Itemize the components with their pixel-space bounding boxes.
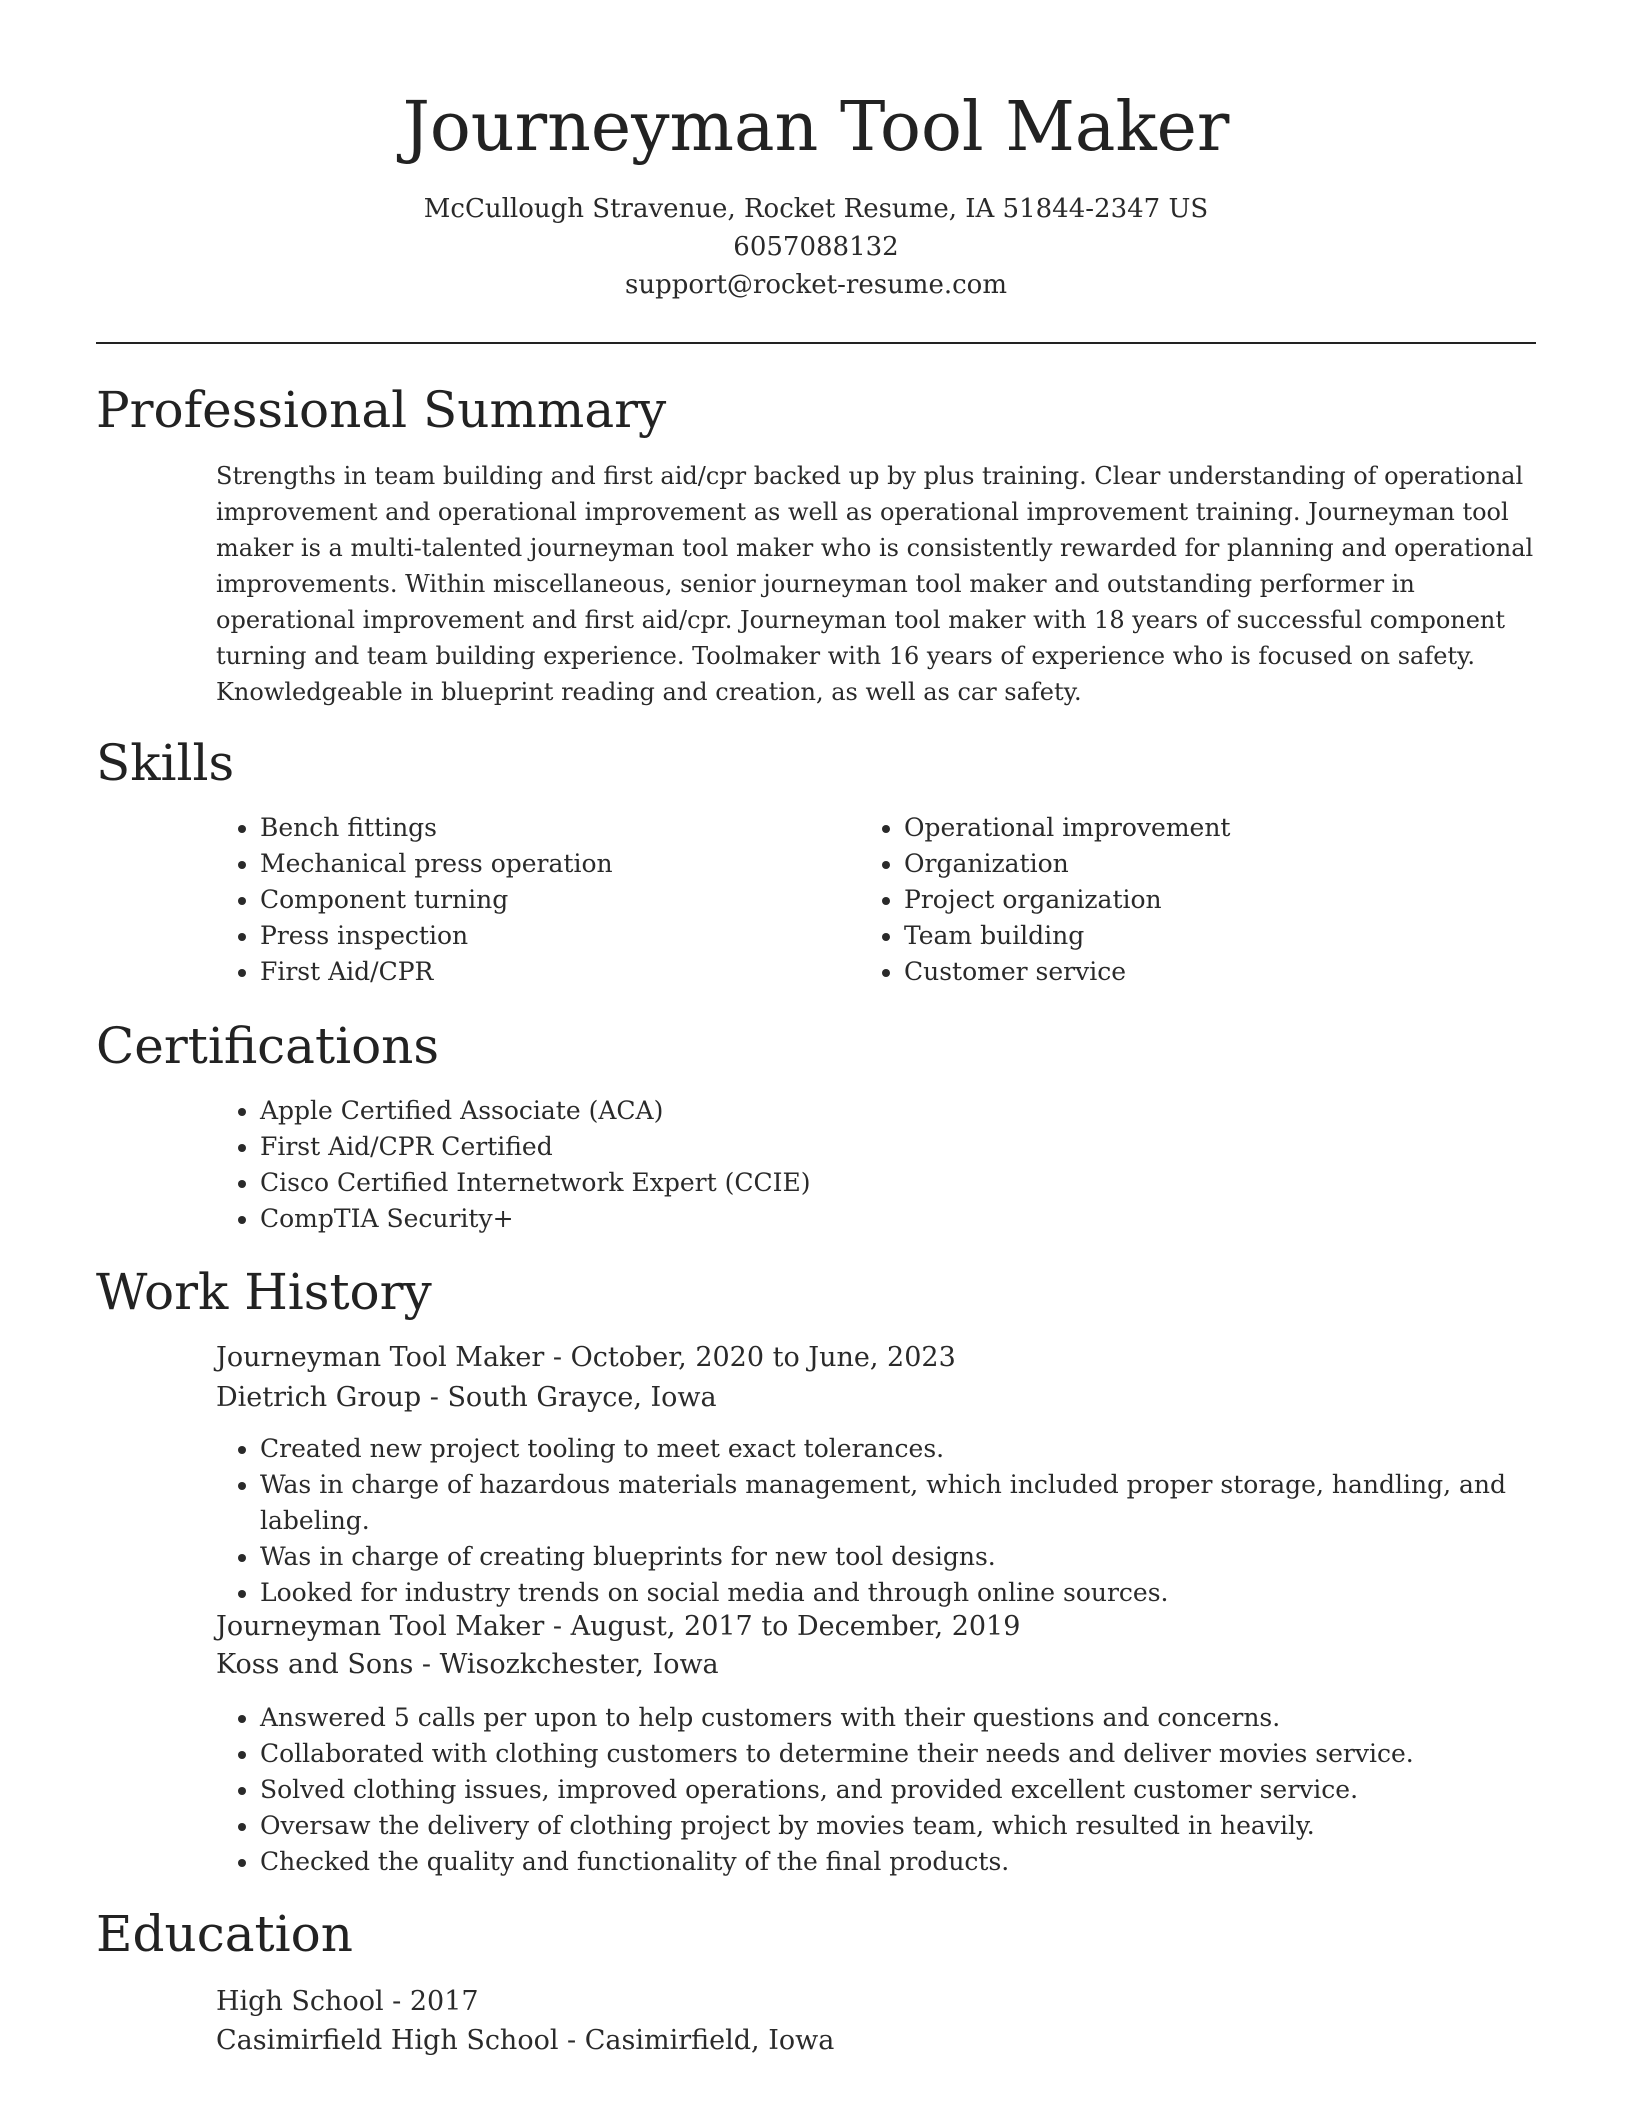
job-bullet: • Oversaw the delivery of clothing project by movies team, which resulted in heavily.	[260, 1808, 1580, 1844]
certification-item: • First Aid/CPR Certified	[260, 1129, 1560, 1165]
candidate-name: Journeyman Tool Maker	[402, 88, 1230, 167]
job-bullet: • Was in charge of hazardous materials management, which included proper storage, handling, and labeling.	[260, 1467, 1580, 1539]
skills-list-right	[860, 810, 1504, 990]
certification-item: • Apple Certified Associate (ACA)	[260, 1093, 1560, 1129]
certification-item: • Cisco Certified Internetwork Expert (CCIE)	[260, 1165, 1560, 1201]
job-bullets	[216, 1431, 1580, 1611]
contact-block	[96, 190, 1536, 304]
skill-item: • Operational improvement	[904, 810, 1504, 846]
skill-item: • Customer service	[904, 954, 1504, 990]
skills-heading: Skills	[96, 734, 235, 792]
contact-email: support@rocket-resume.com	[624, 270, 1007, 300]
summary-text: Strengths in team building and first aid/cpr backed up by plus training. Clear understanding of operational improvement and operational improvement as well as operational improvement training. Journeyman tool maker is a multi-talented journeyman tool maker who is consistently rewarded for planning and operational improvements. Within miscellaneous, senior journeyman tool maker and outstanding performer in operational improvement and first aid/cpr. Journeyman tool maker with 18 years of successful component turning and team building experience. Toolmaker with 16 years of experience who is focused on safety. Knowledgeable in blueprint reading and creation, as well as car safety.	[216, 462, 1534, 706]
job-bullets	[216, 1700, 1580, 1880]
skill-item: • Mechanical press operation	[260, 846, 860, 882]
job-role-line: Journeyman Tool Maker - October, 2020 to June, 2023	[216, 1342, 956, 1373]
header-divider	[96, 342, 1536, 344]
contact-phone: 6057088132	[733, 232, 899, 262]
skill-item: • Team building	[904, 918, 1504, 954]
education-school-line: Casimirfield High School - Casimirfield, Iowa	[216, 2025, 835, 2056]
job-company-line: Dietrich Group - South Grayce, Iowa	[216, 1382, 717, 1413]
skill-item: • Component turning	[260, 882, 860, 918]
summary-heading: Professional Summary	[96, 381, 667, 439]
skill-item: • Organization	[904, 846, 1504, 882]
skill-item: • Project organization	[904, 882, 1504, 918]
job-bullet: • Solved clothing issues, improved operations, and provided excellent customer service.	[260, 1772, 1580, 1808]
skill-item: • Press inspection	[260, 918, 860, 954]
job-bullet: • Created new project tooling to meet exact tolerances.	[260, 1431, 1580, 1467]
skill-item: • First Aid/CPR	[260, 954, 860, 990]
education-heading: Education	[96, 1905, 353, 1963]
contact-address: McCullough Stravenue, Rocket Resume, IA 51844-2347 US	[423, 194, 1209, 224]
certification-item: • CompTIA Security+	[260, 1201, 1560, 1237]
job-bullet: • Answered 5 calls per upon to help customers with their questions and concerns.	[260, 1700, 1580, 1736]
skill-item: • Bench fittings	[260, 810, 860, 846]
work-history-heading: Work History	[96, 1263, 432, 1321]
job-bullet: • Collaborated with clothing customers to determine their needs and deliver movies service.	[260, 1736, 1580, 1772]
certifications-list	[216, 1093, 1560, 1237]
job-role-line: Journeyman Tool Maker - August, 2017 to December, 2019	[216, 1611, 1021, 1642]
job-bullet: • Checked the quality and functionality of the final products.	[260, 1844, 1580, 1880]
job-company-line: Koss and Sons - Wisozkchester, Iowa	[216, 1649, 719, 1680]
resume-header	[96, 88, 1536, 304]
job-bullet: • Was in charge of creating blueprints for new tool designs.	[260, 1539, 1580, 1575]
skills-list-left	[216, 810, 860, 990]
education-degree-line: High School - 2017	[216, 1986, 479, 2017]
job-bullet: • Looked for industry trends on social media and through online sources.	[260, 1575, 1580, 1611]
certifications-heading: Certifications	[96, 1017, 440, 1075]
